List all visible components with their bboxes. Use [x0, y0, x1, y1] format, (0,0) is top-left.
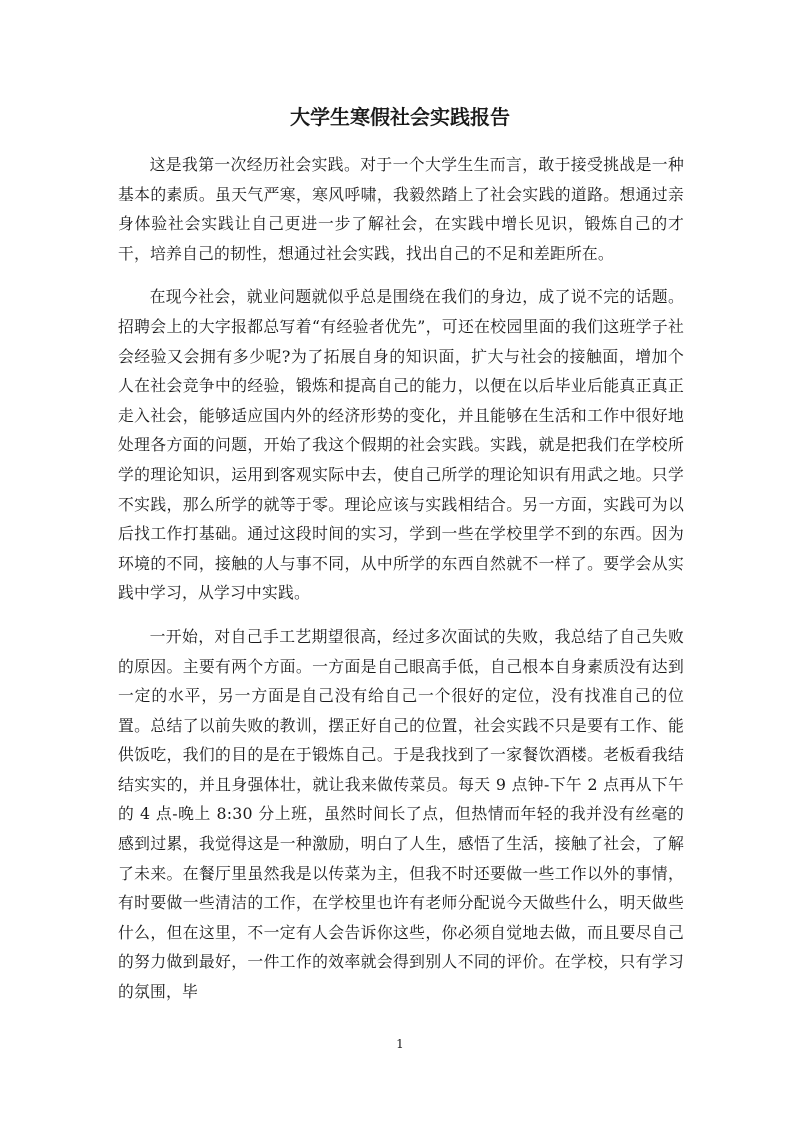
paragraph-2: 在现今社会，就业问题就似乎总是围绕在我们的身边，成了说不完的话题。招聘会上的大字报都总写着“有经验者优先”，可还在校园里面的我们这班学子社会经验又会拥有多少呢?为了拓展自身的知识面，扩大与社会的接触面，增加个人在社会竞争中的经验，锻炼和提高自己的能力，以便在以后毕业后能真正真正走入社会，能够适应国内外的经济形势的变化，并且能够在生活和工作中很好地处理各方面的问题，开始了我这个假期的社会实践。实践，就是把我们在学校所学的理论知识，运用到客观实际中去，使自己所学的理论知识有用武之地。只学不实践，那么所学的就等于零。理论应该与实践相结合。另一方面，实践可为以后找工作打基础。通过这段时间的实习，学到一些在学校里学不到的东西。因为环境的不同，接触的人与事不同，从中所学的东西自然就不一样了。要学会从实践中学习，从学习中实践。 — [118, 287, 684, 603]
document-title: 大学生寒假社会实践报告 — [290, 105, 510, 129]
paragraph-1: 这是我第一次经历社会实践。对于一个大学生生而言，敢于接受挑战是一种基本的素质。虽天气严寒，寒风呼啸，我毅然踏上了社会实践的道路。想通过亲身体验社会实践让自己更进一步了解社会，在实践中增长见识，锻炼自己的才干，培养自己的韧性，想通过社会实践，找出自己的不足和差距所在。 — [118, 155, 684, 263]
document-body — [118, 150, 684, 1021]
paragraph-3: 一开始，对自己手工艺期望很高，经过多次面试的失败，我总结了自己失败的原因。主要有两个方面。一方面是自己眼高手低，自己根本自身素质没有达到一定的水平，另一方面是自己没有给自己一个很好的定位，没有找准自己的位置。总结了以前失败的教训，摆正好自己的位置，社会实践不只是要有工作、能供饭吃，我们的目的是在于锻炼自己。于是我找到了一家餐饮酒楼。老板看我结结实实的，并且身强体壮，就让我来做传菜员。每天 9 点钟-下午 2 点再从下午的 4 点-晚上 8:30 分上班，虽然时间长了点，但热情而年轻的我并没有丝毫的感到过累，我觉得这是一种激励，明白了人生，感悟了生活，接触了社会，了解了未来。在餐厅里虽然我是以传菜为主，但我不时还要做一些工作以外的事情，有时要做一些清洁的工作，在学校里也许有老师分配说今天做些什么，明天做些什么，但在这里，不一定有人会告诉你这些，你必须自觉地去做，而且要尽自己的努力做到最好，一件工作的效率就会得到别人不同的评价。在学校，只有学习的氛围，毕 — [118, 626, 684, 1002]
page-number: 1 — [396, 1037, 404, 1051]
